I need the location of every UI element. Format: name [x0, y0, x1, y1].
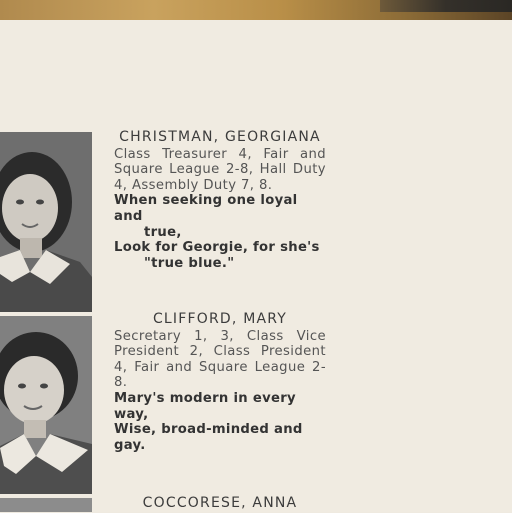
- book-binding-edge: [0, 0, 512, 20]
- portrait-photo-clifford: [0, 316, 92, 494]
- portrait-photo-coccorese: [0, 498, 92, 512]
- verse-line: Mary's modern in every way,: [114, 390, 296, 422]
- verse-line: "true blue.": [144, 255, 235, 271]
- yearbook-page: [0, 20, 512, 512]
- verse-line: Wise, broad-minded and gay.: [114, 422, 303, 453]
- verse-line: When seeking one loyal and: [114, 193, 298, 224]
- student-name: CLIFFORD, MARY: [152, 311, 288, 327]
- student-entry-clifford: [114, 312, 326, 453]
- student-entry-christman: [114, 130, 326, 271]
- student-name: COCCORESE, ANNA: [142, 495, 298, 511]
- binding-strip: [380, 0, 512, 12]
- student-name: CHRISTMAN, GEORGIANA: [119, 129, 321, 145]
- student-activities: Secretary 1, 3, Class Vice President 2, Class President 4, Fair and Square League 2-8.: [114, 328, 326, 391]
- verse-line: true,: [144, 224, 182, 240]
- portrait-photo-christman: [0, 132, 92, 312]
- student-entry-coccorese: [114, 496, 326, 513]
- verse-line: Look for Georgie, for she's: [114, 240, 320, 256]
- student-activities: Class Treasurer 4, Fair and Square League 2-8, Hall Duty 4, Assembly Duty 7, 8.: [114, 146, 326, 193]
